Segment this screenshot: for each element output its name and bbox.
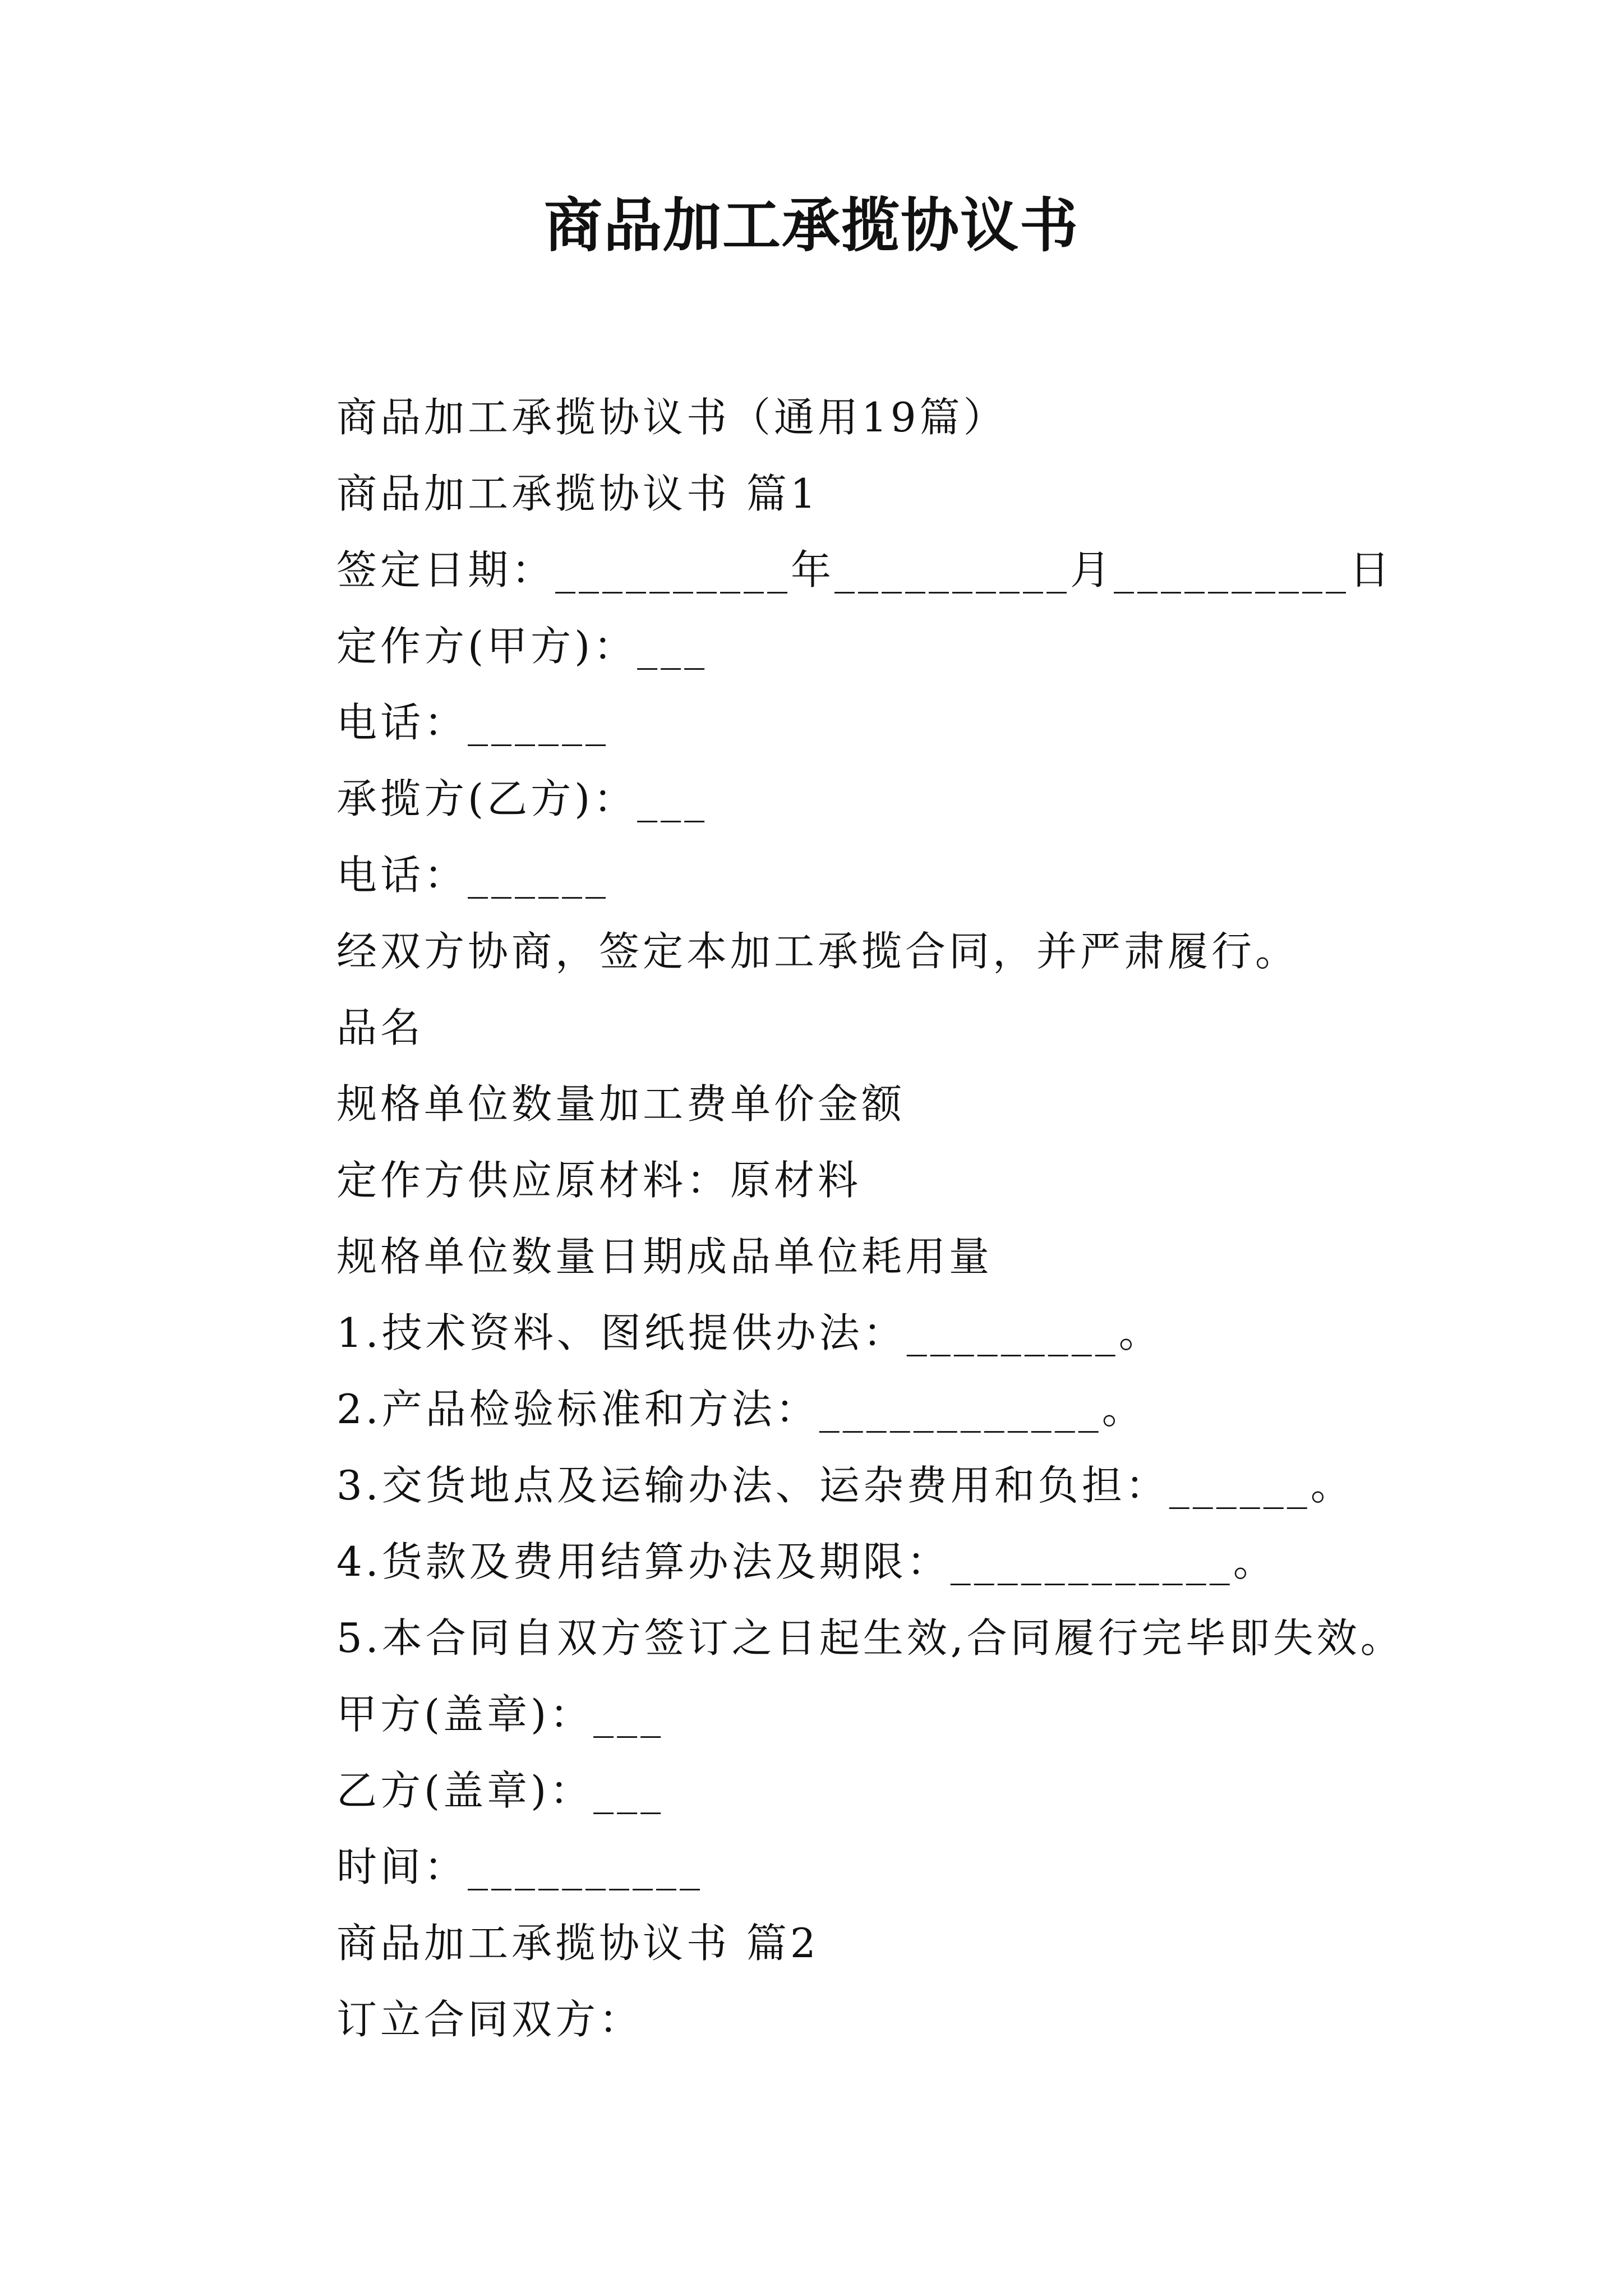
party-a-seal-line: 甲方(盖章)：___ [336, 1691, 665, 1738]
signing-date-line: 签定日期：__________年__________月__________日 [336, 546, 1394, 593]
clause-2-line: 2.产品检验标准和方法：____________。 [336, 1386, 1146, 1433]
party-b-seal-line: 乙方(盖章)：___ [336, 1767, 665, 1814]
subtitle-line: 商品加工承揽协议书（通用19篇） [336, 394, 1007, 441]
clause-4-line: 4.货款及费用结算办法及期限：____________。 [336, 1538, 1277, 1585]
clause-5-line: 5.本合同自双方签订之日起生效,合同履行完毕即失效。 [336, 1614, 1404, 1662]
party-b-phone-line: 电话：______ [336, 852, 610, 899]
section-heading-2: 商品加工承揽协议书 篇2 [336, 1920, 819, 1967]
party-a-line: 定作方(甲方)：___ [336, 623, 708, 670]
party-a-phone-line: 电话：______ [336, 699, 610, 746]
clause-3-line: 3.交货地点及运输办法、运杂费用和负担：______。 [336, 1462, 1354, 1509]
product-name-line: 品名 [336, 1004, 425, 1051]
contract-parties-line: 订立合同双方： [336, 1996, 643, 2043]
material-spec-header-line: 规格单位数量日期成品单位耗用量 [336, 1233, 993, 1280]
product-spec-header-line: 规格单位数量加工费单价金额 [336, 1080, 906, 1128]
document-body [336, 379, 1542, 2058]
raw-material-line: 定作方供应原材料：原材料 [336, 1157, 862, 1204]
time-line: 时间：__________ [336, 1843, 704, 1890]
document-title: 商品加工承揽协议书 [543, 191, 1079, 260]
section-heading-1: 商品加工承揽协议书 篇1 [336, 470, 819, 517]
agreement-statement-line: 经双方协商，签定本加工承揽合同，并严肃履行。 [336, 928, 1299, 975]
party-b-line: 承揽方(乙方)：___ [336, 775, 708, 822]
clause-1-line: 1.技术资料、图纸提供办法：_________。 [336, 1309, 1163, 1356]
